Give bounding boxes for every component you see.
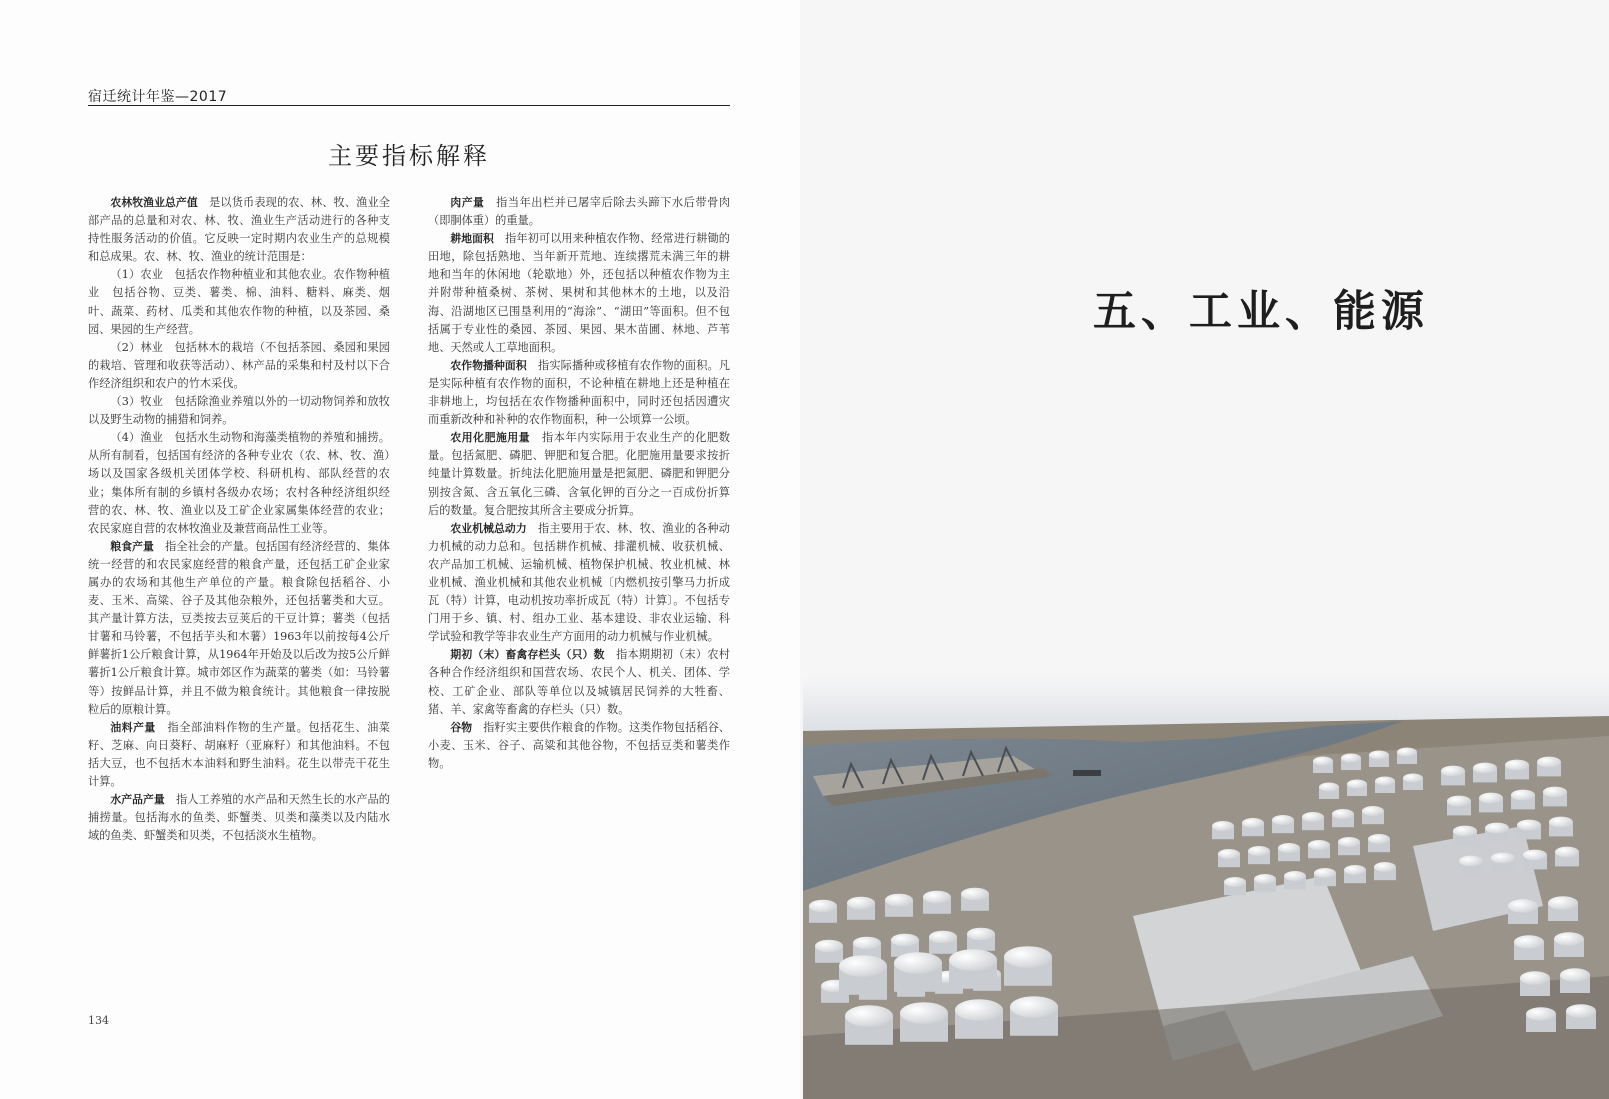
definition-paragraph <box>88 266 390 338</box>
definition-text: （4）渔业 包括水生动物和海藻类植物的养殖和捕捞。从所有制看，包括国有经济的各种专业农（农、林、牧、渔）场以及国家各级机关团体学校、科研机构、部队经营的农业；集体所有制的乡镇村各级办农场；农村各种经济组织经营的农、林、牧、渔业以及工矿企业家属集体经营的农业；农民家庭自营的农林牧渔业及兼营商品性工业等。 <box>88 431 390 535</box>
storage-tank-top <box>1441 766 1465 777</box>
storage-tank-top <box>1254 874 1276 884</box>
definition-paragraph <box>88 393 390 429</box>
definition-paragraph <box>88 339 390 393</box>
storage-tank-top <box>1302 812 1324 822</box>
storage-tank-top <box>1548 896 1578 910</box>
definition-paragraph <box>428 646 730 718</box>
definition-text: 指主要用于农、林、牧、渔业的各种动力机械的动力总和。包括耕作机械、排灌机械、收获机械、农产品加工机械、运输机械、植物保护机械、牧业机械、林业机械、渔业机械和其他农业机械〔内燃机按引擎马力折成瓦（特）计算，电动机按功率折成瓦（特）计算〕。不包括专门用于乡、镇、村、组办工业、基本建设、非农业运输、科学试验和教学等非农业生产方面用的动力机械与作业机械。 <box>428 521 730 644</box>
storage-tank-top <box>885 894 913 907</box>
storage-tank-top <box>929 931 957 944</box>
definition-term: 肉产量 <box>450 196 485 209</box>
definition-text: 指本年内实际用于农业生产的化肥数量。包括氮肥、磷肥、钾肥和复合肥。化肥施用量要求按折纯量计算数量。折纯法化肥施用量是把氮肥、磷肥和钾肥分别按含氮、含五氧化三磷、含氧化钾的百分之一百成份折算后的数量。复合肥按其所含主要成分折算。 <box>428 431 730 517</box>
page-number: 134 <box>88 1014 109 1027</box>
storage-tank-top <box>1520 971 1550 985</box>
storage-tank-top <box>949 949 997 971</box>
storage-tank-top <box>1313 757 1333 766</box>
storage-tank-top <box>900 1002 948 1024</box>
storage-tank-top <box>1526 1007 1556 1021</box>
definition-paragraph <box>88 429 390 538</box>
storage-tank-top <box>1505 760 1529 771</box>
definition-paragraph <box>428 357 730 429</box>
storage-tank-top <box>1212 821 1234 831</box>
definition-text: 是以货币表现的农、林、牧、渔业全部产品的总量和对农、林、牧、渔业生产活动进行的各种支持性服务活动的价值。它反映一定时期内农业生产的总规模和总成果。农、林、牧、渔业的统计范围是： <box>88 196 390 264</box>
definition-paragraph <box>88 791 390 845</box>
storage-tank-top <box>1004 946 1052 968</box>
definition-term: 农用化肥施用量 <box>450 431 531 445</box>
storage-tank-top <box>1218 849 1240 859</box>
definition-paragraph <box>428 719 730 773</box>
storage-tank-top <box>955 999 1003 1021</box>
definition-text: 指籽实主要供作粮食的作物。这类作物包括稻谷、小麦、玉米、谷子、高粱和其他谷物，不包括豆类和薯类作物。 <box>428 720 730 770</box>
definition-term: 农作物播种面积 <box>450 358 527 372</box>
storage-tank-top <box>1374 862 1396 872</box>
storage-tank-top <box>845 1005 893 1027</box>
left-page <box>0 0 800 1099</box>
storage-tank-top <box>1555 847 1579 858</box>
storage-tank-top <box>1517 820 1541 831</box>
header-rule <box>88 105 730 106</box>
storage-tank-top <box>1242 818 1264 828</box>
definition-text: 指全社会的产量。包括国有经济经营的、集体统一经营的和农民家庭经营的粮食产量，还包括工矿企业家属办的农场和其他生产单位的产量。粮食除包括稻谷、小麦、玉米、高粱、谷子及其他杂粮外，还包括薯类和大豆。其产量计算方法，豆类按去豆荚后的干豆计算；薯类（包括甘薯和马铃薯，不包括芋头和木薯）1963年以前按每4公斤鲜薯折1公斤粮食计算，从1964年开始及以后改为按5公斤鲜薯折1公斤粮食计算。城市郊区作为蔬菜的薯类（如：马铃薯等）按鲜品计算，并且不做为粮食统计。其他粮食一律按脱粒后的原粮计算。 <box>88 539 390 716</box>
storage-tank-top <box>1537 757 1561 768</box>
text-column-right <box>428 194 730 773</box>
definition-term: 农业机械总动力 <box>450 521 527 535</box>
definition-paragraph <box>88 194 390 266</box>
storage-tank-top <box>1543 787 1567 798</box>
storage-tank-top <box>1459 856 1483 867</box>
definition-text: 指人工养殖的水产品和天然生长的水产品的捕捞量。包括海水的鱼类、虾蟹类、贝类和藻类以及内陆水域的鱼类、虾蟹类和贝类，不包括淡水生植物。 <box>88 793 390 843</box>
definition-term: 耕地面积 <box>450 232 494 246</box>
definition-text: （3）牧业 包括除渔业养殖以外的一切动物饲养和放牧以及野生动物的捕猎和饲养。 <box>88 395 390 427</box>
storage-tank-top <box>1347 780 1367 789</box>
definition-term: 期初（末）畜禽存栏头（只）数 <box>450 648 605 662</box>
storage-tank-top <box>1453 826 1477 837</box>
storage-tank-top <box>1508 899 1538 913</box>
storage-tank-top <box>923 891 951 904</box>
storage-tank-top <box>967 928 995 941</box>
storage-tank-top <box>1549 817 1573 828</box>
definition-paragraph <box>428 429 730 519</box>
storage-tank-top <box>1224 877 1246 887</box>
storage-tank-top <box>891 934 919 947</box>
definition-text: （2）林业 包括林木的栽培（不包括茶园、桑园和果园的栽培、管理和收获等活动）、林产品的采集和村及村以下合作经济组织和农户的竹木采伐。 <box>88 340 390 390</box>
text-column-left <box>88 194 390 845</box>
definition-term: 水产品产量 <box>110 793 165 807</box>
definition-term: 谷物 <box>450 720 473 734</box>
storage-tank-top <box>847 897 875 910</box>
storage-tank-top <box>1369 751 1389 760</box>
storage-tank-top <box>961 888 989 901</box>
definition-paragraph <box>428 230 730 357</box>
storage-tank-top <box>1485 823 1509 834</box>
storage-tank-top <box>1447 796 1471 807</box>
storage-tank-top <box>839 955 887 977</box>
storage-tank-top <box>1319 783 1339 792</box>
definition-text: （1）农业 包括农作物种植业和其他农业。农作物种植业 包括谷物、豆类、薯类、棉、油料、糖料、麻类、烟叶、蔬菜、药材、瓜类和其他农作物的种植，以及茶园、桑园、果园的生产经营。 <box>88 268 390 336</box>
storage-tank-top <box>1560 968 1590 982</box>
storage-tank-top <box>1523 850 1547 861</box>
definition-text: 指当年出栏并已屠宰后除去头蹄下水后带骨肉（即胴体重）的重量。 <box>428 196 730 228</box>
definition-paragraph <box>428 194 730 230</box>
storage-tank-top <box>815 940 843 953</box>
storage-tank-top <box>1566 1004 1596 1018</box>
storage-tank-top <box>1473 763 1497 774</box>
storage-tank-top <box>1403 774 1423 783</box>
storage-tank-top <box>1272 815 1294 825</box>
definition-text: 指本期期初（末）农村各种合作经济组织和国营农场、农民个人、机关、团体、学校、工矿企业、部队等单位以及城镇居民饲养的大牲畜、猪、羊、家禽等畜禽的存栏头（只）数。 <box>428 648 730 716</box>
definition-paragraph <box>428 520 730 647</box>
storage-tank-top <box>853 937 881 950</box>
definition-text: 指年初可以用来种植农作物、经常进行耕锄的田地，除包括熟地、当年新开荒地、连续撂荒未满三年的耕地和当年的休闲地（轮歇地）外，还包括以种植农作物为主并附带种植桑树、茶树、果树和其他林木的土地，以及沿海、沿湖地区已围垦利用的“海涂”、“湖田”等面积。但不包括属于专业性的桑园、茶园、果园、果木苗圃、林地、芦苇地、天然或人工草地面积。 <box>428 232 730 354</box>
storage-tank-top <box>1511 790 1535 801</box>
chapter-title: 五、工业、能源 <box>1093 287 1429 337</box>
definition-text: 指实际播种或移植有农作物的面积。凡是实际种植有农作物的面积，不论种植在耕地上还是种植在非耕地上，均包括在农作物播种面积中，同时还包括因遭灾而重新改种和补种的农作物面积，种一公顷算一公顷。 <box>428 358 730 427</box>
storage-tank-top <box>1491 853 1515 864</box>
definition-term: 农林牧渔业总产值 <box>110 196 198 209</box>
definition-paragraph <box>88 538 390 719</box>
storage-tank-top <box>1332 809 1354 819</box>
storage-tank-top <box>1397 748 1417 757</box>
storage-tank-top <box>1344 865 1366 875</box>
definition-paragraph <box>88 719 390 791</box>
storage-tank-top <box>1341 754 1361 763</box>
industrial-port-photo <box>803 676 1609 1099</box>
definition-term: 油料产量 <box>110 720 156 734</box>
storage-tank-top <box>1375 777 1395 786</box>
storage-tank-top <box>1338 837 1360 847</box>
storage-tank-top <box>1308 840 1330 850</box>
storage-tank-top <box>809 900 837 913</box>
running-title: 宿迁统计年鉴—2017 <box>88 89 228 105</box>
definition-term: 粮食产量 <box>110 539 154 553</box>
storage-tank-top <box>894 952 942 974</box>
storage-tank-top <box>1368 834 1390 844</box>
storage-tank-top <box>1479 793 1503 804</box>
storage-tank-top <box>1248 846 1270 856</box>
storage-tank-top <box>1010 996 1058 1018</box>
storage-tank-top <box>1362 806 1384 816</box>
definition-text: 指全部油料作物的生产量。包括花生、油菜籽、芝麻、向日葵籽、胡麻籽（亚麻籽）和其他油料。不包括大豆，也不包括木本油料和野生油料。花生以带壳干花生计算。 <box>88 720 390 788</box>
section-title: 主要指标解释 <box>328 142 490 170</box>
storage-tank-top <box>1284 871 1306 881</box>
storage-tank-top <box>1278 843 1300 853</box>
storage-tank-top <box>1554 932 1584 946</box>
storage-tank-top <box>1514 935 1544 949</box>
storage-tank-top <box>1314 868 1336 878</box>
